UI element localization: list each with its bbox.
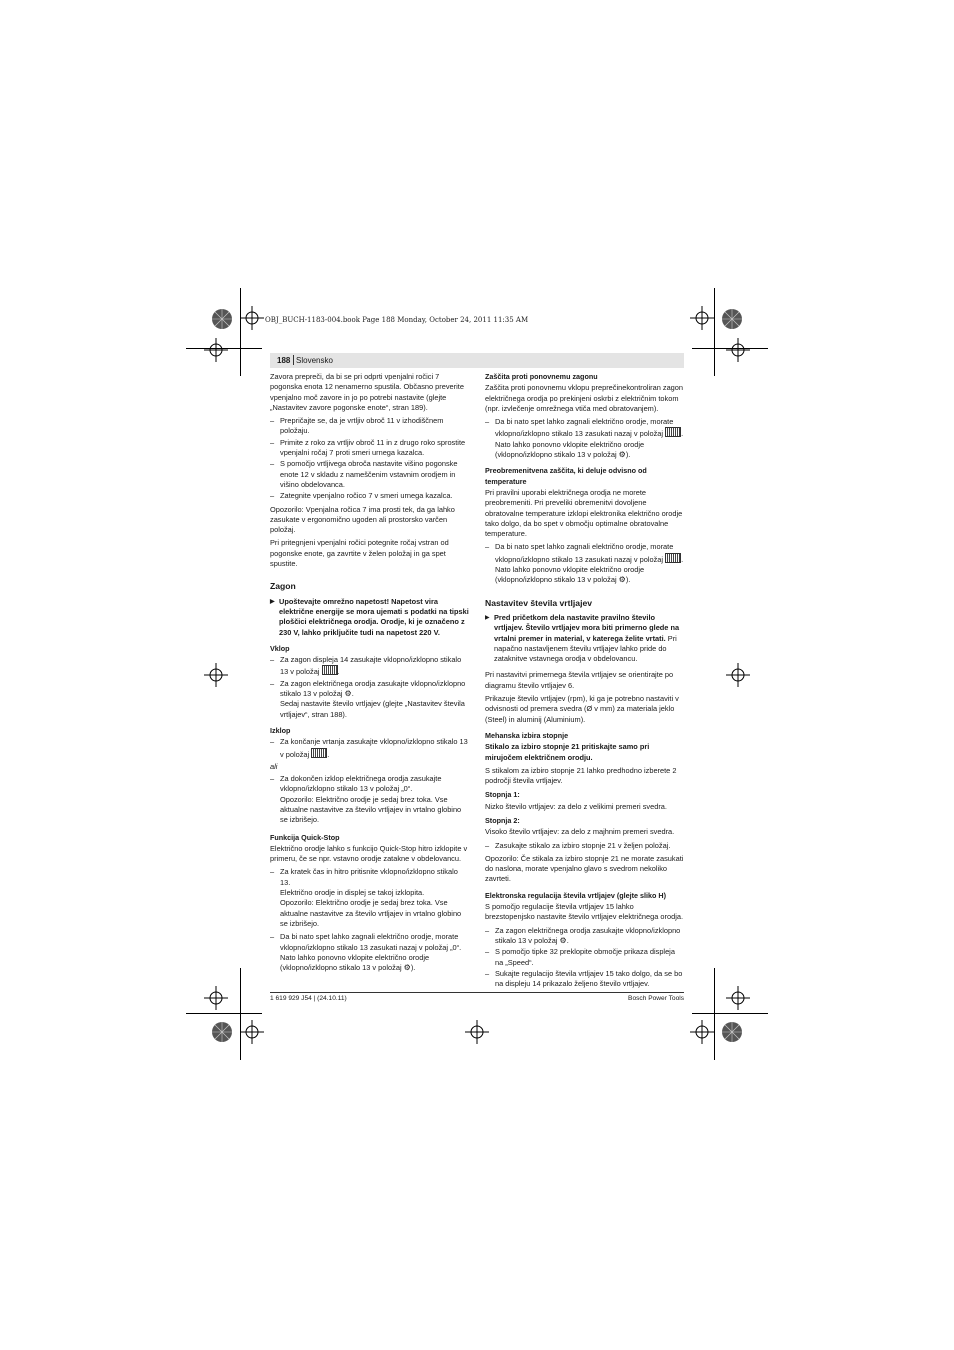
drill-position-icon: ⚙ bbox=[559, 935, 567, 945]
list-item: – Prepričajte se, da je vrtljiv obroč 11 v izhodiščnem položaju. bbox=[270, 416, 469, 437]
paragraph: Prikazuje število vrtljajev (rpm), ki ga je potrebno nastaviti v odvisnosti od premera svedra (Ø v mm) za materiala jeklo (Steel) in aluminij (Aluminium). bbox=[485, 694, 679, 724]
subheading: Preobremenitvena zaščita, ki deluje odvisno od temperature bbox=[485, 466, 647, 486]
registration-mark-icon bbox=[240, 1020, 264, 1044]
note: Opozorilo: Vpenjalna ročica 7 ima prosti tek, da ga lahko zasukate v ergonomično ugoden ali prostorsko varčen položaj. bbox=[270, 504, 455, 535]
registration-mark-icon bbox=[204, 663, 228, 687]
list-item: – Zasukajte stikalo za izbiro stopnje 21 v željen položaj. bbox=[485, 841, 684, 851]
registration-mark-icon bbox=[726, 986, 750, 1010]
paragraph: Zavora prepreči, da bi se pri odprti vpenjalni ročici 7 pogonska enota 12 nenamerno spustila. Občasno preverite vpenjalno moč zavore in jo po potrebi nastavite (glejte „Nastavitev zavore pogonske enote“, stran 189). bbox=[270, 372, 464, 412]
section-heading: Nastavitev števila vrtljajev bbox=[485, 597, 593, 608]
crop-mark bbox=[240, 288, 241, 376]
crop-mark bbox=[714, 288, 715, 376]
crop-mark bbox=[240, 968, 241, 1060]
left-column bbox=[270, 372, 469, 974]
list-item: – Za zagon displeja 14 zasukajte vklopno/izklopno stikalo 13 v položaj . bbox=[270, 655, 469, 678]
list-item: – Za kratek čas in hitro pritisnite vklopno/izklopno stikalo 13. Električno orodje in displej se takoj izklopita. Opozorilo: Električno orodje je sedaj brez toka. Vse aktualne nastavitve za število vrtljajev in vrtalno globino se izbrišejo. bbox=[270, 867, 469, 929]
list-item: – Sukajte regulacijo števila vrtljajev 15 tako dolgo, da se bo na displeju 14 prikazalo željeno število vrtljajev. bbox=[485, 969, 684, 990]
list-item: – Za dokončen izklop električnega orodja zasukajte vklopno/izklopno stikalo 13 v položaj „0“. Opozorilo: Električno orodje je sedaj brez toka. Vse aktualne nastavitve za število vrtljajev in vrtalno globino se izbrišejo. bbox=[270, 774, 469, 825]
section-heading: Zagon bbox=[270, 581, 296, 592]
list-item: – S pomočjo tipke 32 preklopite območje prikaza displeja na „Speed“. bbox=[485, 947, 684, 968]
registration-mark-icon bbox=[690, 1020, 714, 1044]
paragraph: Pri nastavitvi primernega števila vrtljajev se orientirajte po diagramu število vrtljajev 6. bbox=[485, 670, 674, 690]
registration-mark-icon bbox=[726, 338, 750, 362]
paragraph: Visoko število vrtljajev: za delo z majhnim premeri svedra. bbox=[485, 827, 675, 837]
crop-mark bbox=[186, 1013, 262, 1014]
bold-paragraph: Stikalo za izbiro stopnje 21 pritiskajte samo pri mirujočem električnem orodju. bbox=[485, 742, 650, 762]
header-divider bbox=[293, 355, 294, 365]
list-item: – Da bi nato spet lahko zagnali električno orodje, morate vklopno/izklopno stikalo 13 zasukati nazaj v položaj . Nato lahko ponovno vklopite električno orodje (vklopno/izklopno stikalo 13 v položaj ⚙). bbox=[485, 542, 684, 585]
drill-position-icon: ⚙ bbox=[344, 689, 352, 699]
drill-position-icon: ⚙ bbox=[618, 450, 626, 460]
color-target-icon bbox=[721, 308, 743, 330]
paragraph: S pomočjo regulacije števila vrtljajev 15 lahko brezstopenjsko nastavite število vrtljajev električnega orodja. bbox=[485, 902, 684, 922]
registration-mark-icon bbox=[204, 338, 228, 362]
page-number: 188 bbox=[277, 356, 291, 365]
list-item: – Da bi nato spet lahko zagnali električno orodje, morate vklopno/izklopno stikalo 13 zasukati nazaj v položaj „0“. Nato lahko ponovno vklopite električno orodje (vklopno/izklopno stikalo 13 v položaj ⚙). bbox=[270, 932, 469, 973]
brand-label: Bosch Power Tools bbox=[628, 995, 684, 1002]
registration-mark-icon bbox=[240, 306, 264, 330]
registration-mark-icon bbox=[726, 663, 750, 687]
list-item: – Primite z roko za vrtljiv obroč 11 in z drugo roko sprostite vpenjalni ročaj 7 proti smeri urnega kazalca. bbox=[270, 438, 469, 459]
drill-position-icon: ⚙ bbox=[403, 963, 411, 973]
paragraph: Električno orodje lahko s funkcijo Quick-Stop hitro izklopite v primeru, če se npr. vstavno orodje zatakne v obdelovancu. bbox=[270, 843, 468, 864]
list-item: – Zategnite vpenjalno ročico 7 v smeri urnega kazalca. bbox=[270, 491, 469, 501]
subheading: Izklop bbox=[270, 725, 291, 735]
crop-mark bbox=[714, 968, 715, 1060]
color-target-icon bbox=[211, 308, 233, 330]
paragraph: S stikalom za izbiro stopnje 21 lahko predhodno izberete 2 področji števila vrtljajev. bbox=[485, 765, 677, 786]
registration-mark-icon bbox=[465, 1020, 489, 1044]
color-target-icon bbox=[211, 1021, 233, 1043]
note: Opozorilo: Če stikala za izbiro stopnje 21 ne morate zasukati do naslona, morate vpenjalno glavo s svedrom nekoliko zavrteti. bbox=[485, 853, 684, 884]
color-target-icon bbox=[721, 1021, 743, 1043]
display-position-icon bbox=[322, 665, 338, 675]
book-file-header: OBJ_BUCH-1183-004.book Page 188 Monday, October 24, 2011 11:35 AM bbox=[265, 316, 529, 324]
list-item: – Za končanje vrtanja zasukajte vklopno/izklopno stikalo 13 v položaj . bbox=[270, 737, 469, 760]
warning-item: ▶ Upoštevajte omrežno napetost! Napetost vira električne energije se mora ujemati s podatki na tipski ploščici električnega orodja. Orodje, ki je označeno z 230 V, lahko priključite tudi na napetost 220 V. bbox=[270, 597, 469, 638]
registration-mark-icon bbox=[690, 306, 714, 330]
subheading: Zaščita proti ponovnemu zagonu bbox=[485, 372, 598, 381]
registration-mark-icon bbox=[204, 986, 228, 1010]
warning-item: ▶ Pred pričetkom dela nastavite pravilno število vrtljajev. Število vrtljajev mora biti primerno glede na vrtalni premer in material, v katerega želite vrtati. Pri napačno nastavljenem številu vrtljajev lahko pride do zataknitve vstavnega orodja v obdelovancu. bbox=[485, 613, 684, 664]
footer-rule bbox=[270, 992, 684, 993]
list-item: – Za zagon električnega orodja zasukajte vklopno/izklopno stikalo 13 v položaj ⚙. bbox=[485, 926, 684, 947]
list-item: – S pomočjo vrtljivega obroča nastavite višino pogonske enote 12 v skladu z nameščenim vstavnim orodjem in višino obdelovanca. bbox=[270, 459, 469, 490]
crop-mark bbox=[692, 1013, 768, 1014]
subheading: Mehanska izbira stopnje bbox=[485, 730, 569, 740]
subheading: Vklop bbox=[270, 643, 290, 653]
paragraph: Pri pritegnjeni vpenjalni ročici potegnite ročaj vstran od pogonske enote, ga zavrtite v želen položaj in ga spet spustite. bbox=[270, 538, 449, 569]
drill-position-icon: ⚙ bbox=[618, 575, 626, 585]
paragraph: Nizko število vrtljajev: za delo z velikimi premeri svedra. bbox=[485, 801, 667, 811]
subheading: Elektronska regulacija števila vrtljajev (glejte sliko H) bbox=[485, 890, 666, 900]
list-item: – Da bi nato spet lahko zagnali električno orodje, morate vklopno/izklopno stikalo 13 zasukati nazaj v položaj . Nato lahko ponovno vklopite električno orodje (vklopno/izklopno stikalo 13 v položaj ⚙). bbox=[485, 417, 684, 460]
document-id: 1 619 929 J54 | (24.10.11) bbox=[270, 995, 347, 1002]
display-position-icon bbox=[311, 748, 327, 758]
language-label: Slovensko bbox=[296, 356, 333, 365]
subheading: Stopnja 1: bbox=[485, 790, 520, 800]
right-column bbox=[485, 372, 684, 990]
subheading: Stopnja 2: bbox=[485, 815, 520, 825]
display-position-icon bbox=[665, 427, 681, 437]
paragraph: Zaščita proti ponovnemu vklopu preprečinekontroliran zagon električnega orodja po prekinjeni oskrbi z električnim tokom (npr. izvlečenje omrežnega vtiča med obratovanjem). bbox=[485, 383, 684, 413]
or-text: ali bbox=[270, 761, 278, 771]
display-position-icon bbox=[665, 553, 681, 563]
list-item: – Za zagon električnega orodja zasukajte vklopno/izklopno stikalo 13 v položaj ⚙. Sedaj nastavite število vrtljajev (glejte „Nastavitev števila vrtljajev“, stran 188). bbox=[270, 679, 469, 720]
subheading: Funkcija Quick-Stop bbox=[270, 832, 340, 842]
paragraph: Pri pravilni uporabi električnega orodja ne morete preobremeniti. Pri preveliki obremenitvi dovoljene obratovalne temperature izklopi elektronika električno orodje tako dolgo, da bo spet v območju optimalne obratovalne temperature. bbox=[485, 487, 683, 539]
